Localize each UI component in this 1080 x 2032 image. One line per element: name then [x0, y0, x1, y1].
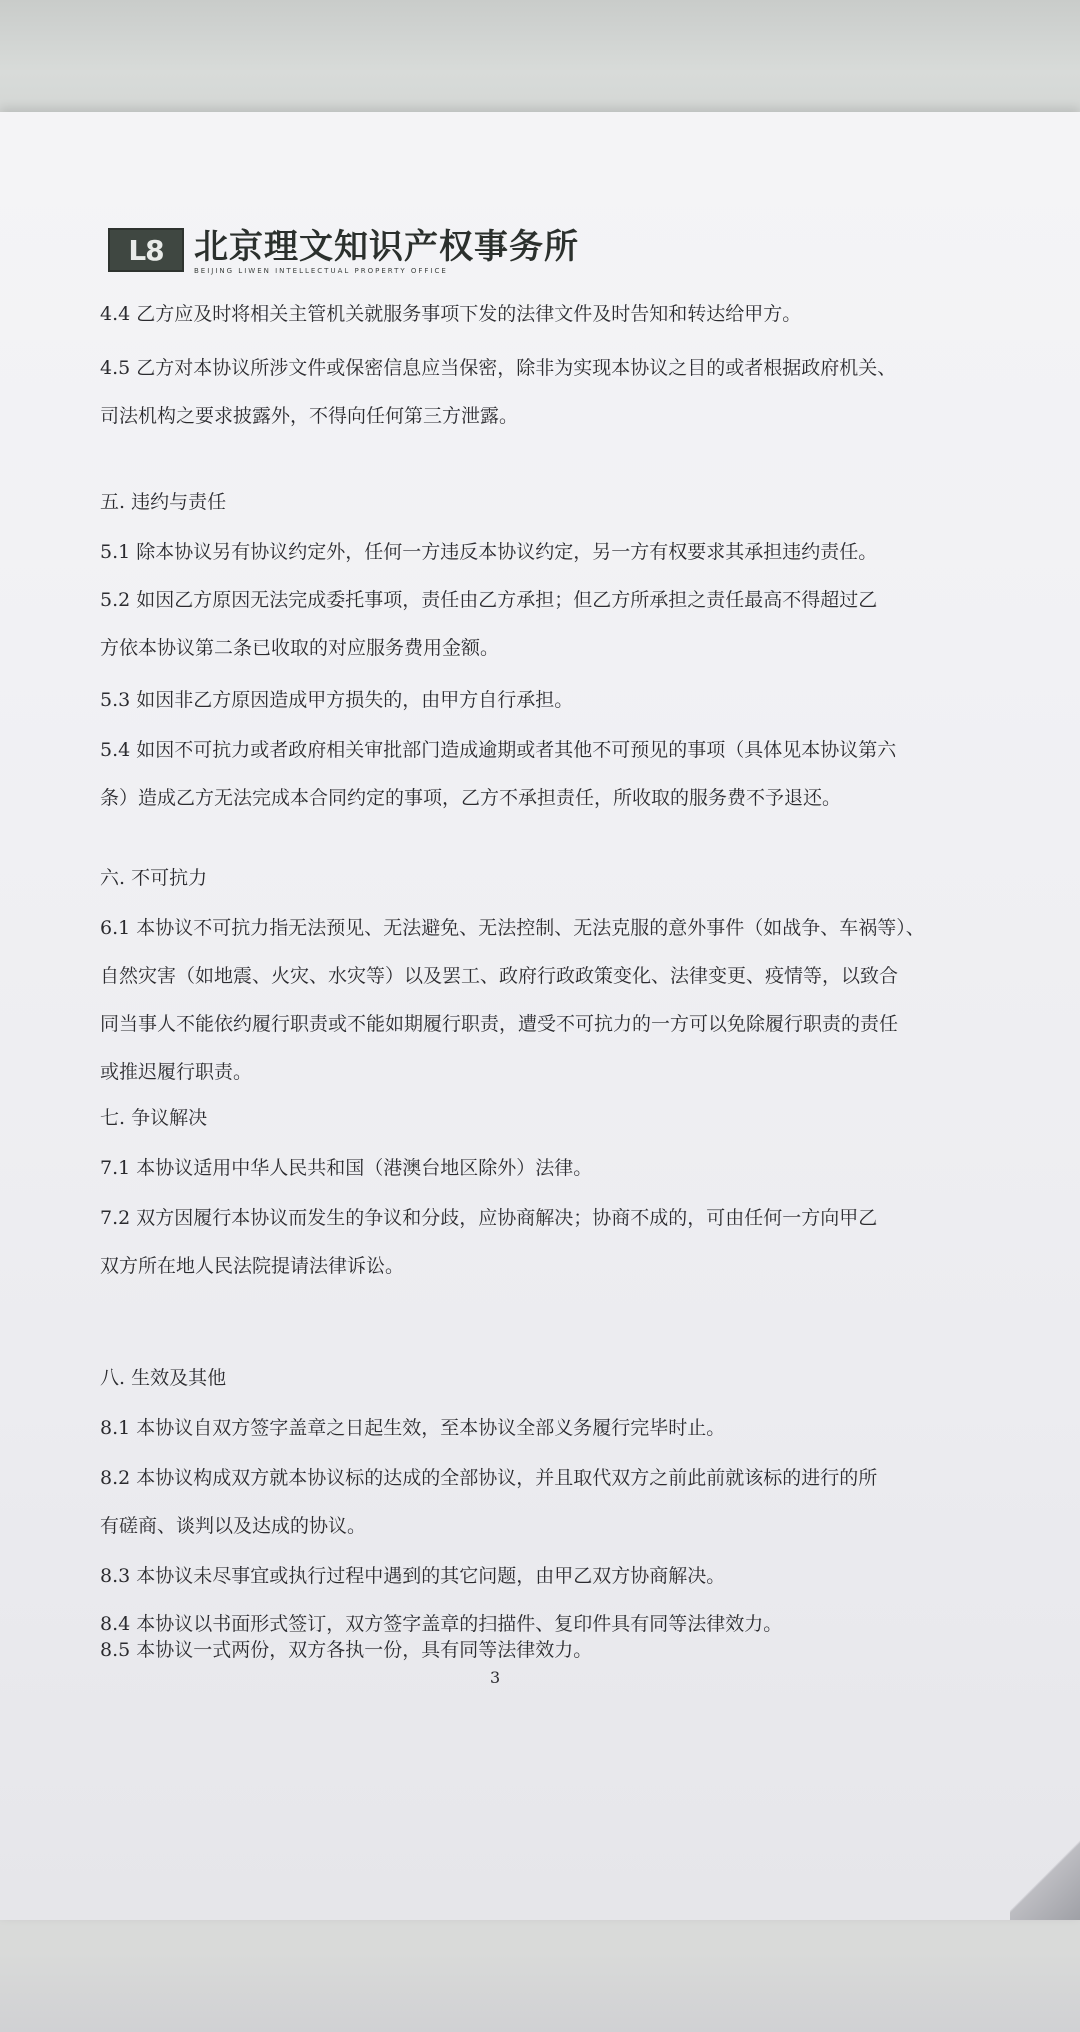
clause-5-4: 5.4 如因不可抗力或者政府相关审批部门造成逾期或者其他不可预见的事项（具体见本协议第六: [100, 739, 897, 761]
firm-logo-icon: [108, 228, 184, 272]
page-fold: [1010, 1830, 1080, 1920]
section-8-heading: 八. 生效及其他: [100, 1367, 227, 1389]
logo-mark: L8: [128, 233, 164, 267]
clause-8-2: 8.2 本协议构成双方就本协议标的达成的全部协议，并且取代双方之前此前就该标的进行的所: [100, 1467, 878, 1489]
clause-4-5-cont: 司法机构之要求披露外，不得向任何第三方泄露。: [100, 405, 519, 427]
firm-name: 北京理文知识产权事务所: [194, 227, 579, 267]
clause-4-5: 4.5 乙方对本协议所涉文件或保密信息应当保密，除非为实现本协议之目的或者根据政府机关、: [100, 357, 897, 379]
clause-7-1: 7.1 本协议适用中华人民共和国（港澳台地区除外）法律。: [100, 1157, 593, 1179]
page-shadow: [0, 1952, 1080, 2032]
letterhead: [108, 228, 579, 278]
firm-name-english: BEIJING LIWEN INTELLECTUAL PROPERTY OFFICE: [194, 267, 448, 275]
section-7-heading: 七. 争议解决: [100, 1107, 208, 1129]
clause-4-4: 4.4 乙方应及时将相关主管机关就服务事项下发的法律文件及时告知和转达给甲方。: [100, 303, 802, 325]
clause-6-1: 6.1 本协议不可抗力指无法预见、无法避免、无法控制、无法克服的意外事件（如战争、车祸等）、: [100, 917, 925, 939]
section-5-heading: 五. 违约与责任: [100, 491, 227, 513]
clause-8-5: 8.5 本协议一式两份，双方各执一份，具有同等法律效力。: [100, 1639, 593, 1661]
clause-8-4: 8.4 本协议以书面形式签订，双方签字盖章的扫描件、复印件具有同等法律效力。: [100, 1613, 783, 1635]
clause-8-1: 8.1 本协议自双方签字盖章之日起生效，至本协议全部义务履行完毕时止。: [100, 1417, 726, 1439]
clause-7-2: 7.2 双方因履行本协议而发生的争议和分歧，应协商解决；协商不成的，可由任何一方向甲乙: [100, 1207, 878, 1229]
clause-6-1-cont-3: 或推迟履行职责。: [100, 1061, 253, 1083]
clause-5-3: 5.3 如因非乙方原因造成甲方损失的，由甲方自行承担。: [100, 689, 574, 711]
clause-5-2-cont: 方依本协议第二条已收取的对应服务费用金额。: [100, 637, 500, 659]
clause-6-1-cont-1: 自然灾害（如地震、火灾、水灾等）以及罢工、政府行政政策变化、法律变更、疫情等，以致合: [100, 965, 899, 987]
clause-5-1: 5.1 除本协议另有协议约定外，任何一方违反本协议约定，另一方有权要求其承担违约责任。: [100, 541, 878, 563]
clause-7-2-cont: 双方所在地人民法院提请法律诉讼。: [100, 1255, 405, 1277]
clause-6-1-cont-2: 同当事人不能依约履行职责或不能如期履行职责，遭受不可抗力的一方可以免除履行职责的责任: [100, 1013, 899, 1035]
clause-8-2-cont: 有磋商、谈判以及达成的协议。: [100, 1515, 367, 1537]
clause-5-4-cont: 条）造成乙方无法完成本合同约定的事项，乙方不承担责任，所收取的服务费不予退还。: [100, 787, 842, 809]
section-6-heading: 六. 不可抗力: [100, 867, 208, 889]
clause-5-2: 5.2 如因乙方原因无法完成委托事项，责任由乙方承担；但乙方所承担之责任最高不得超过乙: [100, 589, 878, 611]
clause-8-3: 8.3 本协议未尽事宜或执行过程中遇到的其它问题，由甲乙双方协商解决。: [100, 1565, 726, 1587]
page-number: 3: [490, 1668, 501, 1687]
firm-name-block: [194, 228, 579, 275]
